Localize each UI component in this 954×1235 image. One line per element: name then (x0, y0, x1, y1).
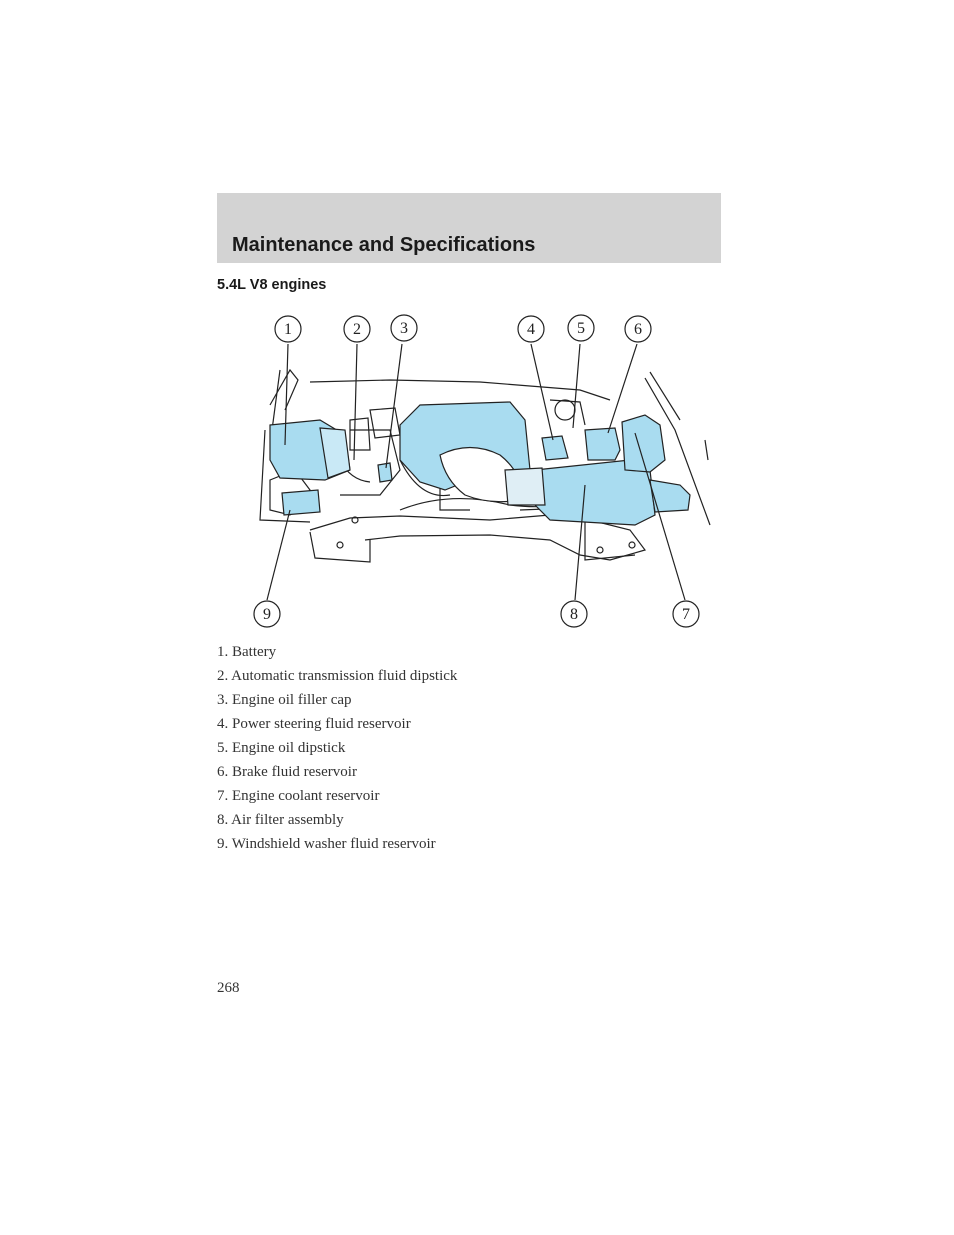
legend-item: 6. Brake fluid reservoir (217, 764, 357, 780)
legend-item: 2. Automatic transmission fluid dipstick (217, 668, 458, 684)
callout-8-label: 8 (570, 606, 578, 623)
component-legend (217, 642, 457, 858)
callout-6-label: 6 (634, 321, 642, 338)
callout-1-label: 1 (284, 321, 292, 338)
oil-filler-cap-shape (378, 463, 392, 482)
page-title: Maintenance and Specifications (232, 234, 536, 256)
engine-compartment-diagram (250, 310, 720, 635)
legend-item: 9. Windshield washer fluid reservoir (217, 836, 436, 852)
section-heading: 5.4L V8 engines (217, 277, 327, 293)
legend-item: 1. Battery (217, 644, 277, 660)
legend-item: 4. Power steering fluid reservoir (217, 716, 411, 732)
section-header-band (217, 193, 721, 263)
callout-5-label: 5 (577, 320, 585, 337)
filter-outlet-shape (650, 480, 690, 512)
brake-reservoir-shape (585, 428, 620, 460)
callout-9-label: 9 (263, 606, 271, 623)
callout-3-label: 3 (400, 320, 408, 337)
power-steering-reservoir-shape (542, 436, 568, 460)
legend-item: 3. Engine oil filler cap (217, 692, 352, 708)
callout-4-label: 4 (527, 321, 535, 338)
air-hose-shape (505, 468, 545, 505)
callout-2-label: 2 (353, 321, 361, 338)
washer-reservoir-shape (282, 490, 320, 515)
highlighted-components (270, 402, 690, 525)
page-number: 268 (217, 980, 240, 996)
callout-7-label: 7 (682, 606, 690, 623)
legend-item: 8. Air filter assembly (217, 812, 344, 828)
legend-item: 5. Engine oil dipstick (217, 740, 346, 756)
legend-item: 7. Engine coolant reservoir (217, 788, 380, 804)
